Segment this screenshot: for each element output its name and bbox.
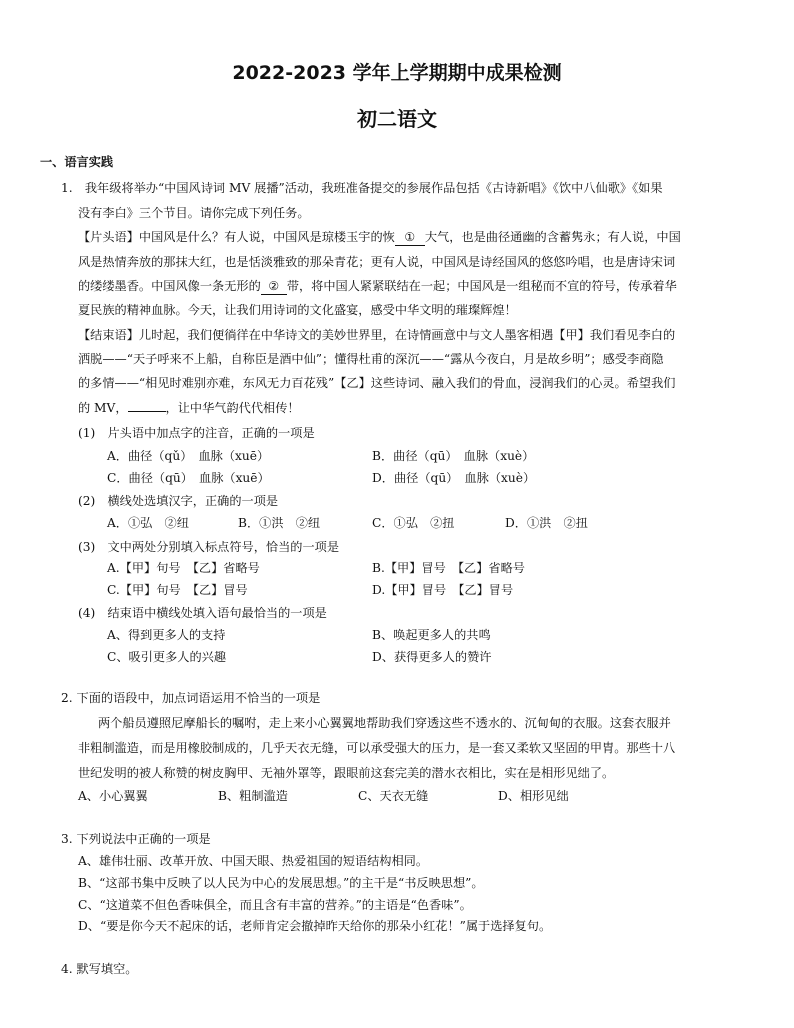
ending-line-2: 洒脱——“天子呼来不上船，自称臣是酒中仙”；懂得杜甫的深沉——“露从今夜白，月是故乡明”；感受李商隐 xyxy=(78,352,664,366)
option-a: A．曲径（qǔ） 血脉（xuē） xyxy=(107,449,270,463)
blank-3 xyxy=(128,411,166,412)
option-c: C．①弘 ②扭 xyxy=(372,516,455,530)
ending-text: 的 MV， xyxy=(78,401,128,415)
ending-line-1: 【结束语】儿时起，我们便徜徉在中华诗文的美妙世界里，在诗情画意中与文人墨客相遇【甲】我们看见李白的 xyxy=(78,328,676,342)
option-b: B、粗制滥造 xyxy=(218,789,288,803)
option-c: C、吸引更多人的兴趣 xyxy=(107,650,227,664)
intro-text: 的缕缕墨香。中国风像一条无形的 xyxy=(78,279,261,293)
option-d: D.【甲】冒号 【乙】冒号 xyxy=(372,583,514,597)
option-a: A、雄伟壮丽、改革开放、中国天眼、热爱祖国的短语结构相同。 xyxy=(78,854,429,868)
sub-question-1-stem: (1) 片头语中加点字的注音，正确的一项是 xyxy=(78,426,315,440)
option-b: B、唤起更多人的共鸣 xyxy=(372,628,491,642)
intro-text: 大气，也是曲径通幽的含蓄隽永；有人说，中国 xyxy=(424,230,681,244)
option-b: B、“这部书集中反映了以人民为中心的发展思想。”的主干是“书反映思想”。 xyxy=(78,876,484,890)
intro-line-2: 风是热情奔放的那抹大红，也是恬淡雅致的那朵青花；更有人说，中国风是诗经国风的悠悠吟唱，也是唐诗宋词 xyxy=(78,255,676,269)
option-a: A、小心翼翼 xyxy=(78,789,148,803)
option-a: A．①弘 ②纽 xyxy=(107,516,189,530)
sub-question-3-stem: (3) 文中两处分别填入标点符号，恰当的一项是 xyxy=(78,540,340,554)
option-d: D、获得更多人的赞许 xyxy=(372,650,492,664)
q2-passage-line-3: 世纪发明的被人称赞的树皮胸甲、无袖外罩等，跟眼前这套完美的潜水衣相比，实在是相形见绌了。 xyxy=(78,766,615,780)
option-b: B.【甲】冒号 【乙】省略号 xyxy=(372,561,525,575)
option-c: C.【甲】句号 【乙】冒号 xyxy=(107,583,248,597)
option-b: B．曲径（qū） 血脉（xuè） xyxy=(372,449,535,463)
q1-stem-line-1: 1. 我年级将举办“中国风诗词 MV 展播”活动，我班准备提交的参展作品包括《古诗新唱》《饮中八仙歌》《如果 xyxy=(61,181,663,195)
sub-question-4-stem: (4) 结束语中横线处填入语句最恰当的一项是 xyxy=(78,606,327,620)
ending-text: ，让中华气韵代代相传！ xyxy=(165,401,300,415)
option-c: C、天衣无缝 xyxy=(358,789,429,803)
q2-passage-line-1: 两个船员遵照尼摩船长的嘱咐，走上来小心翼翼地帮助我们穿透这些不透水的、沉甸甸的衣服。这套衣服并 xyxy=(98,716,671,730)
intro-text: 【片头语】中国风是什么？有人说，中国风是琼楼玉宇的恢 xyxy=(78,230,395,244)
intro-text: 带，将中国人紧紧联结在一起；中国风是一组秘而不宣的符号，传承着华 xyxy=(286,279,677,293)
sub-question-2-stem: (2) 横线处选填汉字，正确的一项是 xyxy=(78,494,279,508)
blank-2: ② xyxy=(261,278,287,295)
subject-title: 初二语文 xyxy=(357,107,437,131)
intro-line-1 xyxy=(78,229,681,246)
intro-line-3 xyxy=(78,278,677,295)
q1-stem-line-2: 没有李白》三个节目。请你完成下列任务。 xyxy=(78,206,310,220)
ending-line-3: 的多情——“相见时难别亦难，东风无力百花残”【乙】这些诗词、融入我们的骨血，浸润我们的心灵。希望我们 xyxy=(78,376,676,390)
option-c: C．曲径（qū） 血脉（xuē） xyxy=(107,471,270,485)
q2-stem: 2. 下面的语段中，加点词语运用不恰当的一项是 xyxy=(61,691,321,705)
option-c: C、“这道菜不但色香味俱全，而且含有丰富的营养。”的主语是“色香味”。 xyxy=(78,898,472,912)
q2-passage-line-2: 非粗制滥造，而是用橡胶制成的，几乎天衣无缝，可以承受强大的压力，是一套又柔软又坚固的甲胄。那些十八 xyxy=(78,741,676,755)
section-heading: 一、语言实践 xyxy=(40,155,114,169)
option-d: D、“要是你今天不起床的话，老师肯定会撤掉昨天给你的那朵小红花！”属于选择复句。 xyxy=(78,919,552,933)
q3-stem: 3. 下列说法中正确的一项是 xyxy=(61,832,211,846)
option-d: D、相形见绌 xyxy=(498,789,569,803)
option-a: A、得到更多人的支持 xyxy=(107,628,226,642)
blank-1: ① xyxy=(395,229,425,246)
intro-line-4: 夏民族的精神血脉。今天，让我们用诗词的文化盛宴，感受中华文明的璀璨辉煌！ xyxy=(78,303,517,317)
option-d: D．①洪 ②扭 xyxy=(505,516,588,530)
ending-line-4 xyxy=(78,400,300,416)
option-b: B．①洪 ②纽 xyxy=(238,516,321,530)
option-d: D．曲径（qū） 血脉（xuè） xyxy=(372,471,536,485)
option-a: A.【甲】句号 【乙】省略号 xyxy=(107,561,260,575)
q4-stem: 4. 默写填空。 xyxy=(61,962,138,976)
exam-title: 2022-2023 学年上学期期中成果检测 xyxy=(232,62,562,84)
